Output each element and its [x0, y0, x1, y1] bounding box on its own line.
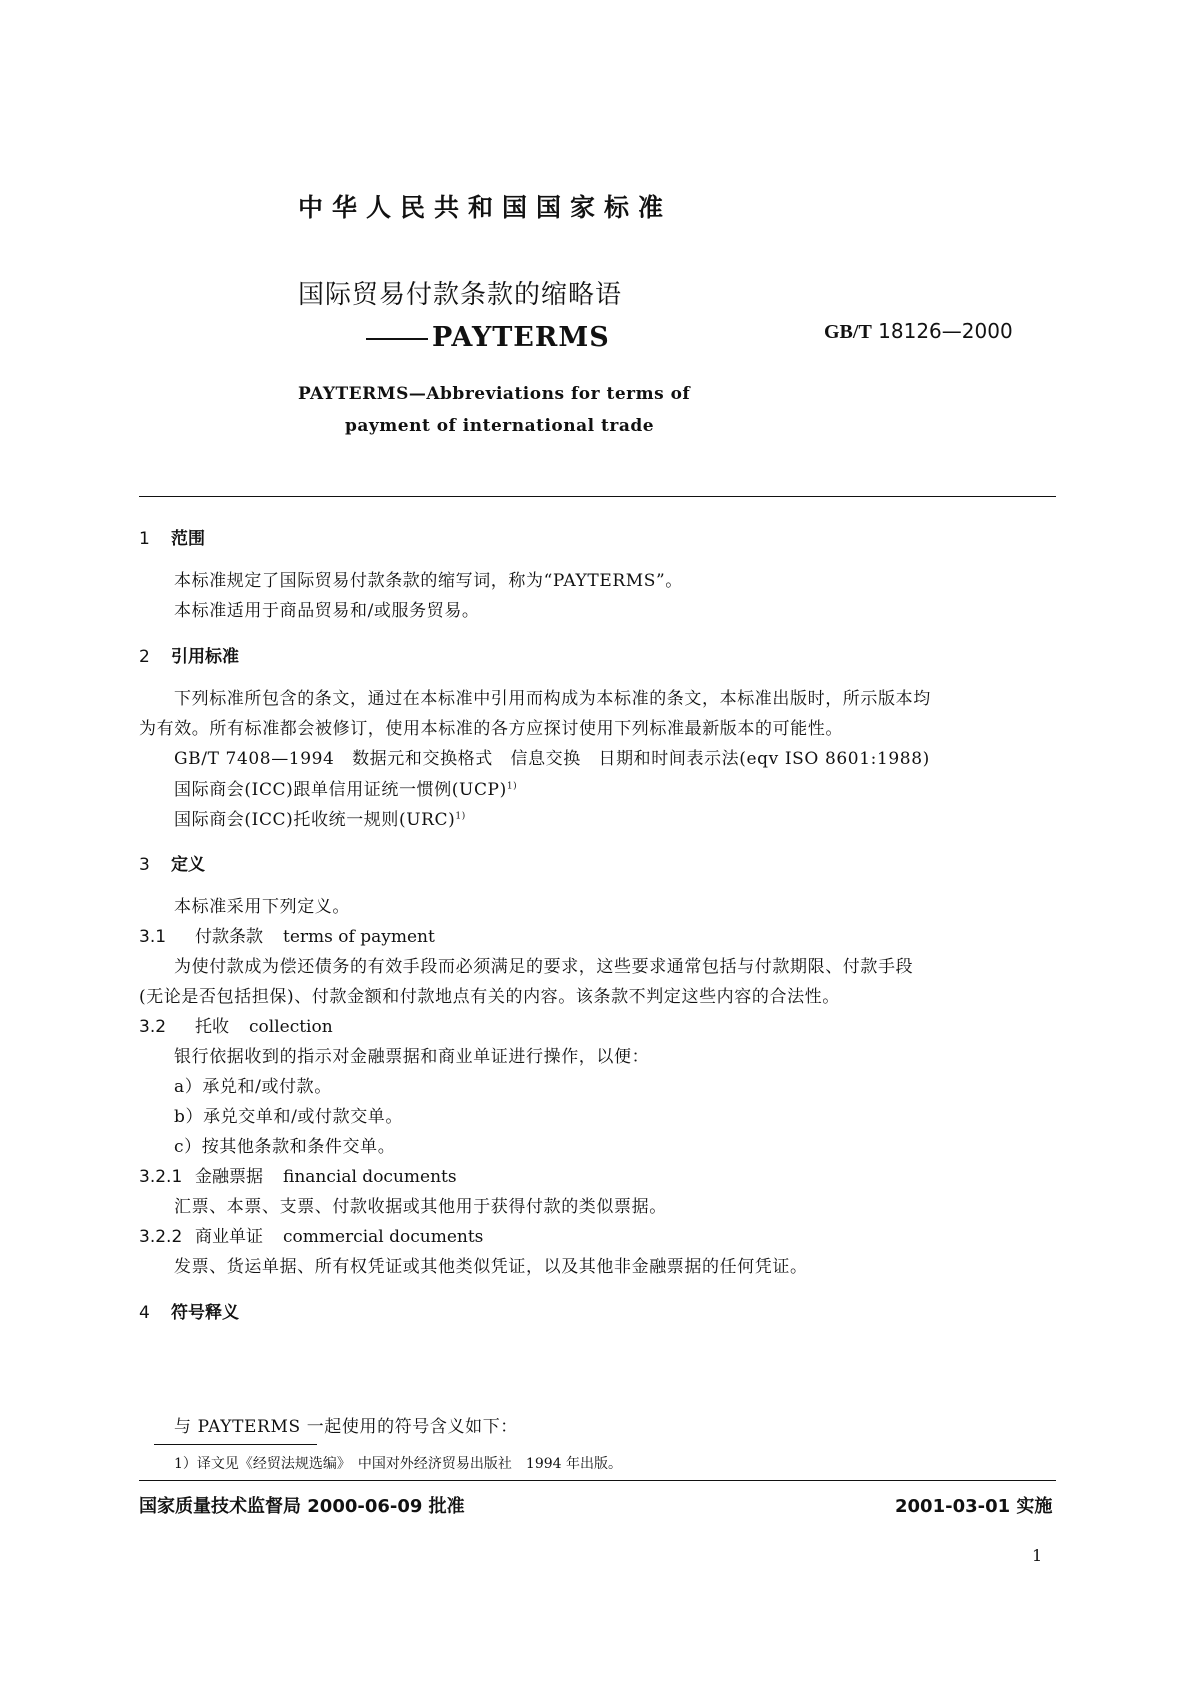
- section-number: 2: [139, 647, 150, 667]
- page-number: 1: [1032, 1546, 1043, 1565]
- clause-number: 3.2.1: [139, 1167, 183, 1187]
- term-en: terms of payment: [283, 927, 435, 947]
- paragraph: 本标准适用于商品贸易和/或服务贸易。: [174, 601, 480, 621]
- definition-3-2-1-heading: [139, 1162, 457, 1187]
- term-en: financial documents: [283, 1167, 457, 1187]
- paragraph: 与 PAYTERMS 一起使用的符号含义如下：: [174, 1417, 518, 1437]
- english-title-line1: PAYTERMS—Abbreviations for terms of: [298, 384, 691, 404]
- term-en: commercial documents: [283, 1227, 484, 1247]
- term-cn: 托收: [195, 1017, 229, 1037]
- footnote: 1）译文见《经贸法规选编》 中国对外经济贸易出版社 1994 年出版。: [174, 1456, 622, 1472]
- section-2-heading: [139, 642, 239, 667]
- section-1-heading: [139, 524, 205, 549]
- reference-item: [174, 805, 466, 830]
- section-title: 符号释义: [171, 1303, 239, 1323]
- term-cn: 金融票据: [195, 1167, 263, 1187]
- footnote-mark: 1): [455, 811, 466, 822]
- standard-type-heading: 中华人民共和国国家标准: [298, 193, 673, 222]
- reference-item: GB/T 7408—1994 数据元和交换格式 信息交换 日期和时间表示法(eqv ISO 8601:1988): [174, 749, 930, 769]
- paragraph: 本标准规定了国际贸易付款条款的缩写词，称为“PAYTERMS”。: [174, 571, 683, 591]
- section-number: 1: [139, 529, 150, 549]
- english-title-line2: payment of international trade: [345, 416, 655, 436]
- section-3-heading: [139, 850, 205, 875]
- list-item: c）按其他条款和条件交单。: [174, 1137, 396, 1157]
- section-number: 3: [139, 855, 150, 875]
- document-title-en: [366, 322, 610, 353]
- term-en: collection: [249, 1017, 333, 1037]
- header-divider: [139, 496, 1056, 497]
- reference-text: 国际商会(ICC)跟单信用证统一惯例(UCP): [174, 780, 507, 800]
- definition-3-2-heading: [139, 1012, 333, 1037]
- section-title: 引用标准: [171, 647, 239, 667]
- footnote-mark: 1): [506, 781, 518, 792]
- paragraph: 下列标准所包含的条文，通过在本标准中引用而构成为本标准的条文，本标准出版时，所示版本均: [174, 689, 931, 709]
- standard-code-number: 18126—2000: [878, 319, 1013, 343]
- approval-line: 国家质量技术监督局 2000-06-09 批准: [139, 1496, 465, 1517]
- paragraph: 为有效。所有标准都会被修订，使用本标准的各方应探讨使用下列标准最新版本的可能性。: [139, 719, 843, 739]
- standard-code-prefix: GB/T: [824, 321, 872, 343]
- paragraph: 为使付款成为偿还债务的有效手段而必须满足的要求，这些要求通常包括与付款期限、付款手段: [174, 957, 914, 977]
- section-number: 4: [139, 1303, 150, 1323]
- term-cn: 商业单证: [195, 1227, 263, 1247]
- paragraph: 本标准采用下列定义。: [174, 897, 350, 917]
- title-en-text: PAYTERMS: [432, 322, 610, 353]
- definition-3-1-heading: [139, 922, 435, 947]
- reference-item: [174, 775, 517, 800]
- definition-3-2-2-heading: [139, 1222, 483, 1247]
- clause-number: 3.1: [139, 927, 167, 947]
- title-dash: [366, 338, 428, 340]
- paragraph: 发票、货运单据、所有权凭证或其他类似凭证，以及其他非金融票据的任何凭证。: [174, 1257, 808, 1277]
- clause-number: 3.2.2: [139, 1227, 183, 1247]
- footnote-divider: [154, 1444, 317, 1445]
- clause-number: 3.2: [139, 1017, 167, 1037]
- paragraph: 汇票、本票、支票、付款收据或其他用于获得付款的类似票据。: [174, 1197, 667, 1217]
- section-title: 定义: [171, 855, 205, 875]
- term-cn: 付款条款: [195, 927, 263, 947]
- section-title: 范围: [171, 529, 205, 549]
- implementation-date: 2001-03-01 实施: [895, 1496, 1053, 1517]
- section-4-heading: [139, 1298, 239, 1323]
- list-item: b）承兑交单和/或付款交单。: [174, 1107, 404, 1127]
- reference-text: 国际商会(ICC)托收统一规则(URC): [174, 810, 456, 830]
- standard-code: [824, 319, 1013, 344]
- paragraph: 银行依据收到的指示对金融票据和商业单证进行操作，以便：: [174, 1047, 650, 1067]
- list-item: a）承兑和/或付款。: [174, 1077, 332, 1097]
- footer-divider: [139, 1480, 1056, 1481]
- document-title-cn: 国际贸易付款条款的缩略语: [298, 280, 623, 310]
- paragraph: (无论是否包括担保)、付款金额和付款地点有关的内容。该条款不判定这些内容的合法性。: [139, 987, 840, 1007]
